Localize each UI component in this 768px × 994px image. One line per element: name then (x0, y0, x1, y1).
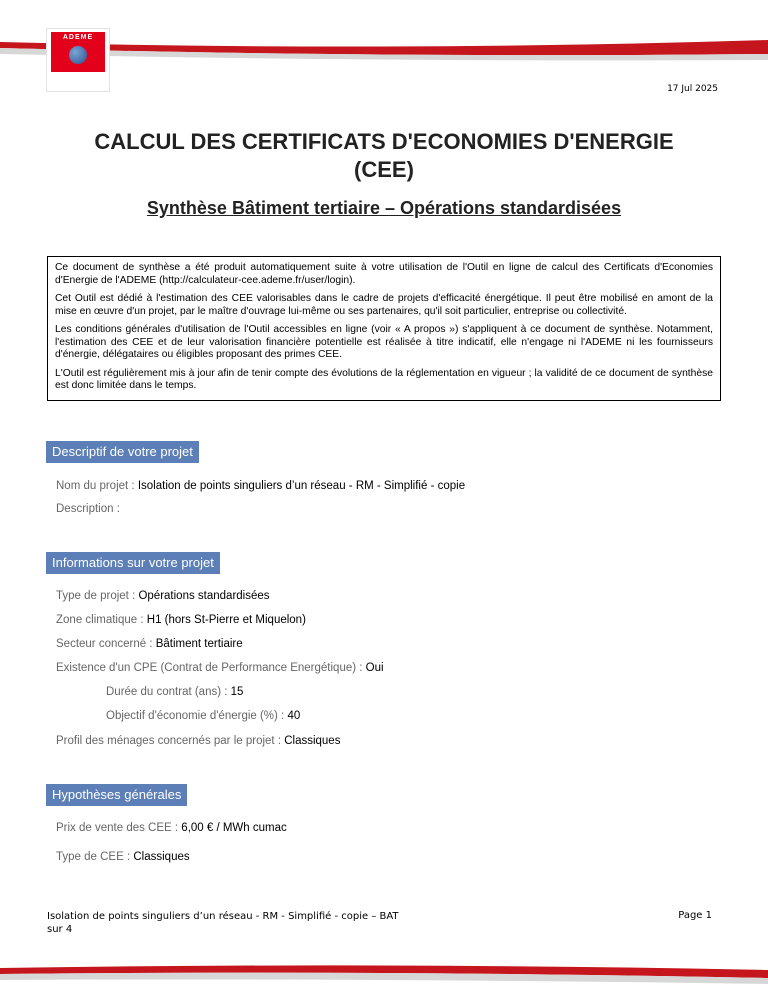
field-value: Bâtiment tertiaire (155, 638, 243, 650)
disclaimer-paragraph: L'Outil est régulièrement mis à jour afin de tenir compte des évolutions de la réglementation en vigueur ; la validité de ce document de synthèse est donc limitée dans le temps. (55, 367, 713, 391)
field-label: Nom du projet : (56, 480, 138, 492)
section-header-informations: Informations sur votre projet (46, 552, 220, 574)
footer-document-name (47, 910, 399, 936)
field-cee-price (56, 822, 287, 834)
footer-line2: sur 4 (47, 924, 73, 935)
field-cpe (56, 662, 384, 674)
section-header-hypotheses: Hypothèses générales (46, 784, 187, 806)
field-label: Zone climatique : (56, 614, 147, 626)
field-label: Profil des ménages concernés par le projet : (56, 735, 285, 747)
field-savings-objective (106, 710, 300, 722)
field-value: Oui (365, 662, 384, 674)
field-cee-type (56, 851, 190, 863)
field-label: Prix de vente des CEE : (56, 822, 182, 834)
field-value: H1 (hors St-Pierre et Miquelon) (146, 614, 306, 626)
field-label: Durée du contrat (ans) : (106, 686, 231, 698)
page-title-line1: CALCUL DES CERTIFICATS D'ECONOMIES D'ENERGIE (94, 129, 674, 154)
field-value: Isolation de points singuliers d’un réseau - RM - Simplifié - copie (137, 480, 466, 492)
field-label: Existence d'un CPE (Contrat de Performance Energétique) : (56, 662, 366, 674)
disclaimer-box (47, 256, 721, 401)
field-label: Type de CEE : (56, 851, 134, 863)
field-label: Type de projet : (56, 590, 139, 602)
field-household-profile (56, 735, 340, 747)
footer-swoosh (0, 958, 768, 988)
section-header-descriptif: Descriptif de votre projet (46, 441, 199, 463)
disclaimer-paragraph: Ce document de synthèse a été produit automatiquement suite à votre utilisation de l'Outil en ligne de calcul des Certificats d'Economies d'Energie de l'ADEME (http://calculateur-cee.ademe.fr/user/login). (55, 262, 713, 286)
field-value: 15 (230, 686, 244, 698)
field-climate-zone (56, 614, 306, 626)
header-swoosh (0, 30, 768, 70)
ademe-logo (46, 28, 110, 92)
field-contract-duration (106, 686, 243, 698)
field-sector (56, 638, 243, 650)
field-value: Classiques (133, 851, 190, 863)
page-number: Page 1 (678, 910, 712, 921)
page-subtitle: Synthèse Bâtiment tertiaire – Opérations standardisées (146, 198, 622, 218)
document-date: 17 Jul 2025 (667, 84, 718, 94)
disclaimer-paragraph: Les conditions générales d'utilisation de l'Outil accessibles en ligne (voir « A propos ») s'appliquent à ce document de synthèse. Notamment, l'estimation des CEE et de leur valorisation financière potentielle est réalisée à titre indicatif, elle n'engage ni l'ADEME ni les fournisseurs d'énergie, délégataires ou éligibles proposant des primes CEE. (55, 324, 713, 360)
page-title-line2: (CEE) (354, 157, 414, 182)
field-label: Objectif d'économie d'énergie (%) : (106, 710, 288, 722)
field-label: Description : (56, 503, 120, 515)
field-project-name (56, 480, 465, 492)
footer-line1: Isolation de points singuliers d’un réseau - RM - Simplifié - copie – BAT (47, 911, 399, 922)
logo-red-block (51, 32, 105, 72)
field-description (56, 503, 120, 515)
field-project-type (56, 590, 270, 602)
field-value: 6,00 € / MWh cumac (181, 822, 287, 834)
field-label: Secteur concerné : (56, 638, 156, 650)
globe-icon (69, 46, 87, 64)
field-value: 40 (287, 710, 301, 722)
logo-brand: ADEME (62, 34, 94, 41)
disclaimer-paragraph: Cet Outil est dédié à l'estimation des CEE valorisables dans le cadre de projets d'efficacité énergétique. Il peut être mobilisé en amont de la mise en œuvre d'un projet, par le maître d'ouvrage lui-même ou ses partenaires, qu'il soit particulier, entreprise ou collectivité. (55, 293, 713, 317)
page-title (40, 128, 728, 184)
field-value: Opérations standardisées (138, 590, 270, 602)
field-value: Classiques (284, 735, 341, 747)
